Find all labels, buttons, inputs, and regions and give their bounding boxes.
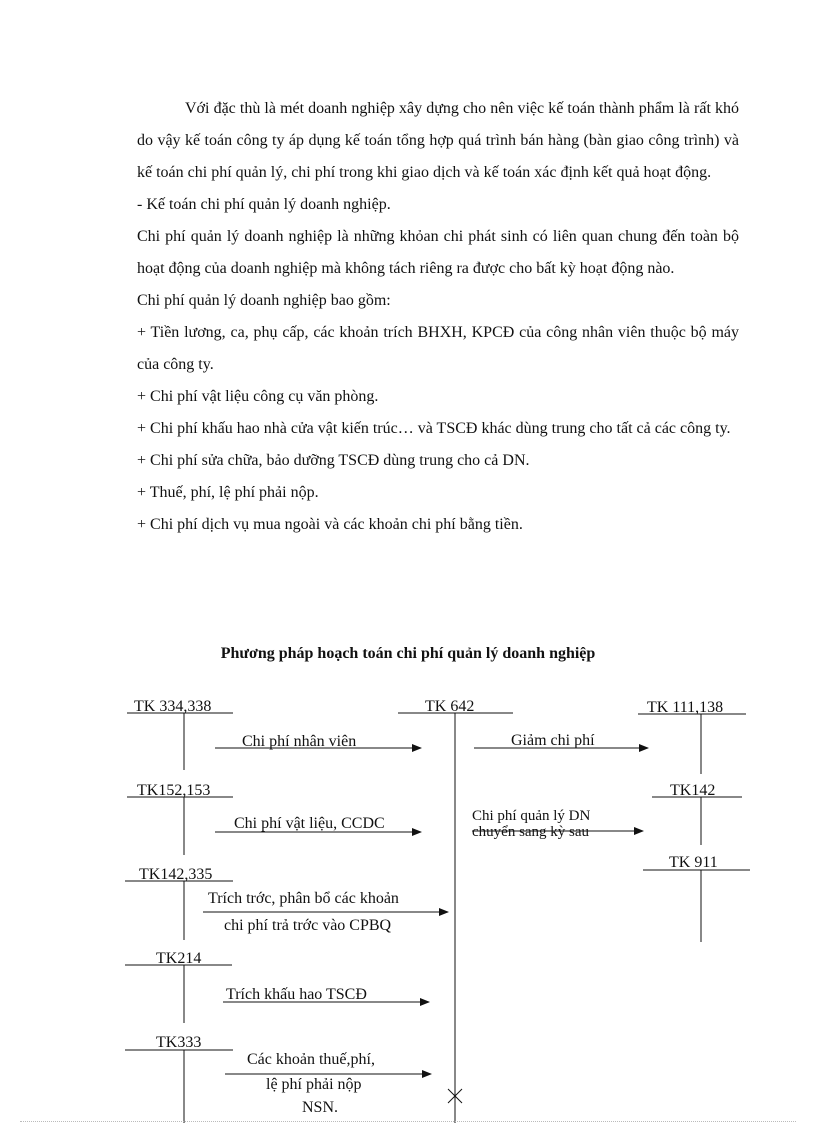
list-item-depreciation: + Chi phí khấu hao nhà cửa vật kiến trúc… và TSCĐ khác dùng trung cho tất cả các công ty. bbox=[137, 420, 731, 437]
flow-label-thue-3: NSN. bbox=[302, 1099, 339, 1116]
list-item-salary: + Tiền lương, ca, phụ cấp, các khoản trích BHXH, KPCĐ của công nhân viên thuộc bộ máy của công ty. bbox=[137, 324, 739, 373]
paragraph-definition: Chi phí quản lý doanh nghiệp là những khỏan chi phát sinh có liên quan chung đến toàn bộ hoạt động của doanh nghiệp mà không tách riêng ra được cho bất kỳ hoạt động nào. bbox=[137, 228, 739, 277]
tk911-label: TK 911 bbox=[669, 854, 718, 871]
tk642-label: TK 642 bbox=[425, 698, 475, 715]
tk334-label: TK 334,338 bbox=[134, 698, 212, 715]
flow-label-trich-2: chi phí trả trớc vào CPBQ bbox=[224, 917, 392, 934]
flow-label-vat-lieu: Chi phí vật liệu, CCDC bbox=[234, 815, 385, 832]
diagram-title: Phương pháp hoạch toán chi phí quản lý doanh nghiệp bbox=[220, 645, 596, 662]
paragraph-intro: Với đặc thù là mét doanh nghiệp xây dựng cho nên việc kế toán thành phẩm là rất khó do vậy kế toán công ty áp dụng kế toán tổng hợp quá trình bán hàng (bàn giao công trình) và kế toán chi phí quản lý, chi phí trong khi giao dịch và kế toán xác định kết quả hoạt động. bbox=[137, 100, 739, 181]
flow-label-giam-chi-phi: Giảm chi phí bbox=[511, 732, 595, 749]
paragraph-includes: Chi phí quản lý doanh nghiệp bao gồm: bbox=[137, 292, 391, 309]
page-bottom-rule bbox=[20, 1121, 796, 1122]
flow-label-trich-1: Trích trớc, phân bổ các khoản bbox=[208, 890, 399, 907]
tk142r-label: TK142 bbox=[670, 782, 716, 799]
flow-label-thue-1: Các khoản thuế,phí, bbox=[247, 1051, 375, 1068]
flow-label-qldn-1: Chi phí quản lý DN bbox=[472, 808, 591, 824]
tk333-label: TK333 bbox=[156, 1034, 202, 1051]
tk152-label: TK152,153 bbox=[137, 782, 211, 799]
tk111-label: TK 111,138 bbox=[647, 699, 724, 716]
list-item-materials: + Chi phí vật liệu công cụ văn phòng. bbox=[137, 388, 379, 405]
flow-label-qldn-2: chuyển sang kỳ sau bbox=[472, 824, 590, 840]
flow-label-thue-2: lệ phí phải nộp bbox=[266, 1076, 362, 1093]
paragraph-heading-qldn: - Kế toán chi phí quản lý doanh nghiệp. bbox=[137, 196, 391, 213]
list-item-services: + Chi phí dịch vụ mua ngoài và các khoản chi phí bằng tiền. bbox=[137, 516, 523, 533]
list-item-tax: + Thuế, phí, lệ phí phải nộp. bbox=[137, 484, 319, 501]
tk142l-label: TK142,335 bbox=[139, 866, 213, 883]
flow-label-nhan-vien: Chi phí nhân viên bbox=[242, 733, 357, 750]
tk214-label: TK214 bbox=[156, 950, 202, 967]
list-item-repair: + Chi phí sửa chữa, bảo dưỡng TSCĐ dùng trung cho cả DN. bbox=[137, 452, 530, 469]
flow-label-khau-hao: Trích khấu hao TSCĐ bbox=[226, 986, 367, 1003]
